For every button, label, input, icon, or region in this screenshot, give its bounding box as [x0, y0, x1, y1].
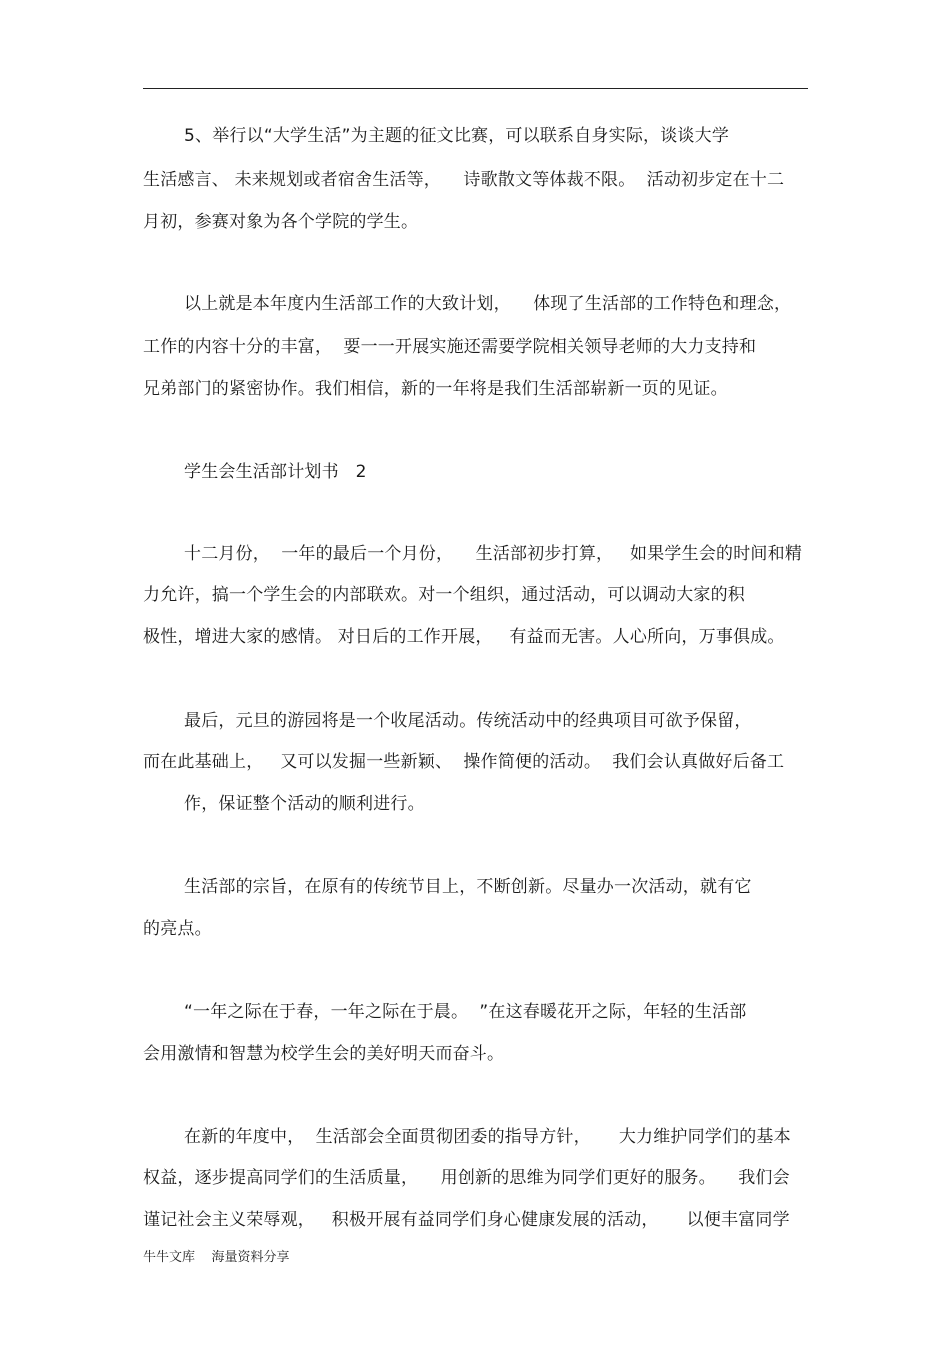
text-line: 会用激情和智慧为校学生会的美好明天而奋斗。 — [143, 1044, 505, 1064]
text-line: 十二月份， 一年的最后一个月份， 生活部初步打算， 如果学生会的时间和精 — [184, 544, 803, 564]
text-line: 在新的年度中， 生活部会全面贯彻团委的指导方针， 大力维护同学们的基本 — [184, 1127, 791, 1147]
text-line: 而在此基础上， 又可以发掘一些新颖、 操作简便的活动。 我们会认真做好后备工 — [143, 752, 785, 772]
text-line: 作，保证整个活动的顺利进行。 — [184, 794, 425, 814]
text-line: 极性，增进大家的感情。 对日后的工作开展， 有益而无害。人心所向，万事俱成。 — [143, 627, 785, 647]
text-line: 的亮点。 — [143, 919, 212, 939]
section-heading: 学生会生活部计划书 2 — [184, 462, 367, 482]
text-line: 权益，逐步提高同学们的生活质量， 用创新的思维为同学们更好的服务。 我们会 — [143, 1168, 790, 1188]
text-line: 生活部的宗旨，在原有的传统节目上，不断创新。尽量办一次活动，就有它 — [184, 877, 752, 897]
text-line: 力允许，搞一个学生会的内部联欢。对一个组织，通过活动，可以调动大家的积 — [143, 585, 745, 605]
header-rule — [143, 88, 808, 89]
text-line: 5、举行以“大学生活”为主题的征文比赛，可以联系自身实际，谈谈大学 — [184, 126, 730, 146]
text-line: 工作的内容十分的丰富， 要一一开展实施还需要学院相关领导老师的大力支持和 — [143, 337, 757, 357]
text-line: 以上就是本年度内生活部工作的大致计划， 体现了生活部的工作特色和理念， — [184, 294, 792, 314]
text-line: 最后，元旦的游园将是一个收尾活动。传统活动中的经典项目可欲予保留， — [184, 711, 752, 731]
text-line: 生活感言、 未来规划或者宿舍生活等， 诗歌散文等体裁不限。 活动初步定在十二 — [143, 170, 785, 190]
text-line: 谨记社会主义荣辱观， 积极开展有益同学们身心健康发展的活动， 以便丰富同学 — [143, 1210, 790, 1230]
footer-text: 牛牛文库 海量资料分享 — [143, 1250, 290, 1265]
text-line: “一年之际在于春，一年之际在于晨。 ”在这春暖花开之际，年轻的生活部 — [184, 1002, 747, 1022]
text-line: 兄弟部门的紧密协作。我们相信，新的一年将是我们生活部崭新一页的见证。 — [143, 379, 728, 399]
text-line: 月初，参赛对象为各个学院的学生。 — [143, 212, 419, 232]
